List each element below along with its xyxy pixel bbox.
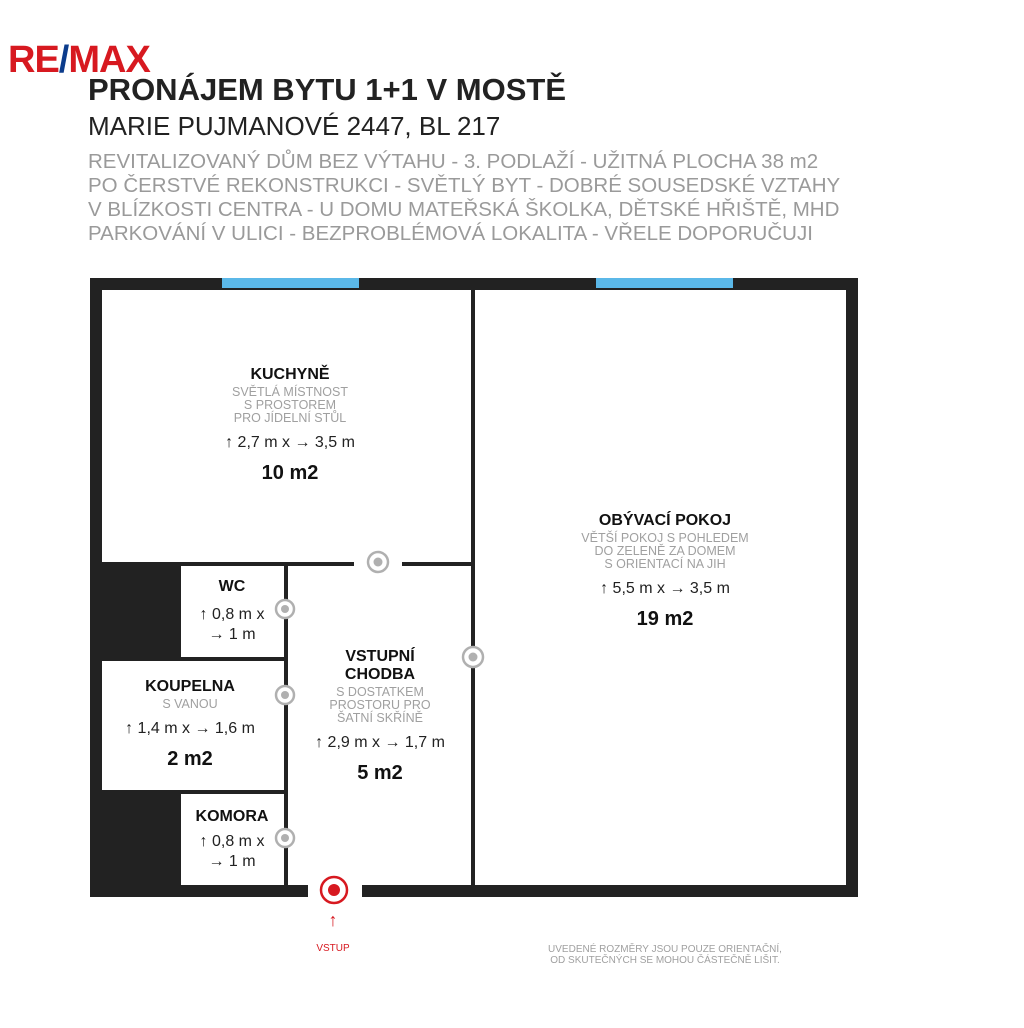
room-dimensions: ↑ 2,7 m x → 3,5 m [225,434,355,451]
room-bathroom [102,678,278,771]
room-desc-line: PRO JÍDELNÍ STŮL [233,411,347,425]
room-area: 5 m2 [357,762,403,784]
room-dimensions [182,605,282,645]
room-name: CHODBA [344,666,416,683]
shaft-block [102,564,180,658]
wall-bath-bottom [102,790,288,794]
room-dimensions: ↑ 5,5 m x → 3,5 m [600,580,730,597]
entry-label: VSTUP [316,943,350,954]
disclaimer [500,944,830,966]
room-desc-line: SVĚTLÁ MÍSTNOST [232,385,348,399]
room-desc-line: PROSTORU PRO [329,698,431,712]
room-name: KUCHYNĚ [250,366,330,383]
room-dim-line: ↑ 0,8 m x [199,606,265,623]
room-name: KOMORA [195,808,269,825]
room-storage [180,808,284,872]
room-desc-line: S VANOU [162,697,218,711]
description-line: PARKOVÁNÍ V ULICI - BEZPROBLÉMOVÁ LOKALITA - VŘELE DOPORUČUJI [88,222,813,245]
room-desc-line: S DOSTATKEM [336,685,424,699]
page-title: PRONÁJEM BYTU 1+1 V MOSTĚ [88,72,567,107]
window [222,278,359,288]
room-desc [102,698,278,711]
room-dimensions [180,832,284,872]
logo-slash: / [58,39,69,81]
room-dim-line: → 1 m [208,626,256,643]
room-desc-line: ŠATNÍ SKŘÍNĚ [337,711,423,725]
description-line: PO ČERSTVÉ REKONSTRUKCI - SVĚTLÝ BYT - DOBRÉ SOUSEDSKÉ VZTAHY [88,174,841,197]
room-wc [182,578,282,645]
room-desc [290,686,470,725]
room-name: OBÝVACÍ POKOJ [598,512,732,529]
room-name: KOUPELNA [145,678,235,695]
wall-left [90,278,102,897]
wall-right [846,278,858,897]
room-desc [150,386,430,425]
room-dimensions: ↑ 1,4 m x → 1,6 m [125,720,255,737]
wall-kitchen-bottom [102,562,354,566]
logo-left-text: RE [8,39,59,81]
disclaimer-line: OD SKUTEČNÝCH SE MOHOU ČÁSTEČNĚ LIŠIT. [550,955,780,966]
entry-marker [321,877,347,903]
room-desc-line: VĚTŠÍ POKOJ S POHLEDEM [581,531,749,545]
room-area: 2 m2 [167,748,213,770]
entry-arrow: ↑ [328,910,338,930]
room-hallway [290,648,470,785]
room-name: VSTUPNÍ [345,648,415,665]
room-desc-line: DO ZELENĚ ZA DOMEM [594,544,736,558]
room-dim-line: → 1 m [208,853,256,870]
room-dimensions: ↑ 2,9 m x → 1,7 m [315,734,445,751]
room-living [520,512,810,631]
room-desc-line: S PROSTOREM [243,398,337,412]
description-line: V BLÍZKOSTI CENTRA - U DOMU MATEŘSKÁ ŠKOLKA, DĚTSKÉ HŘIŠTĚ, MHD [88,198,840,221]
room-name: WC [218,578,246,595]
disclaimer-line: UVEDENÉ ROZMĚRY JSOU POUZE ORIENTAČNÍ, [548,944,782,955]
logo-right-text: MAX [68,39,150,81]
wall-kitchen-bottom [402,562,473,566]
description-line: REVITALIZOVANÝ DŮM BEZ VÝTAHU - 3. PODLAŽÍ - UŽITNÁ PLOCHA 38 m2 [88,150,819,173]
door-marker [368,552,388,572]
address: MARIE PUJMANOVÉ 2447, BL 217 [88,111,501,141]
room-dim-line: ↑ 0,8 m x [199,833,265,850]
room-area: 10 m2 [261,462,319,484]
wall-bottom [362,885,858,897]
room-area: 19 m2 [636,608,694,630]
wall-kitchen-living [471,288,475,887]
room-desc [520,532,810,571]
room-desc-line: S ORIENTACÍ NA JIH [604,557,726,571]
wall-wc-bottom [102,657,288,661]
room-kitchen [150,366,430,485]
wall-wc-left [178,564,181,660]
shaft-block [102,790,180,887]
window [596,278,733,288]
